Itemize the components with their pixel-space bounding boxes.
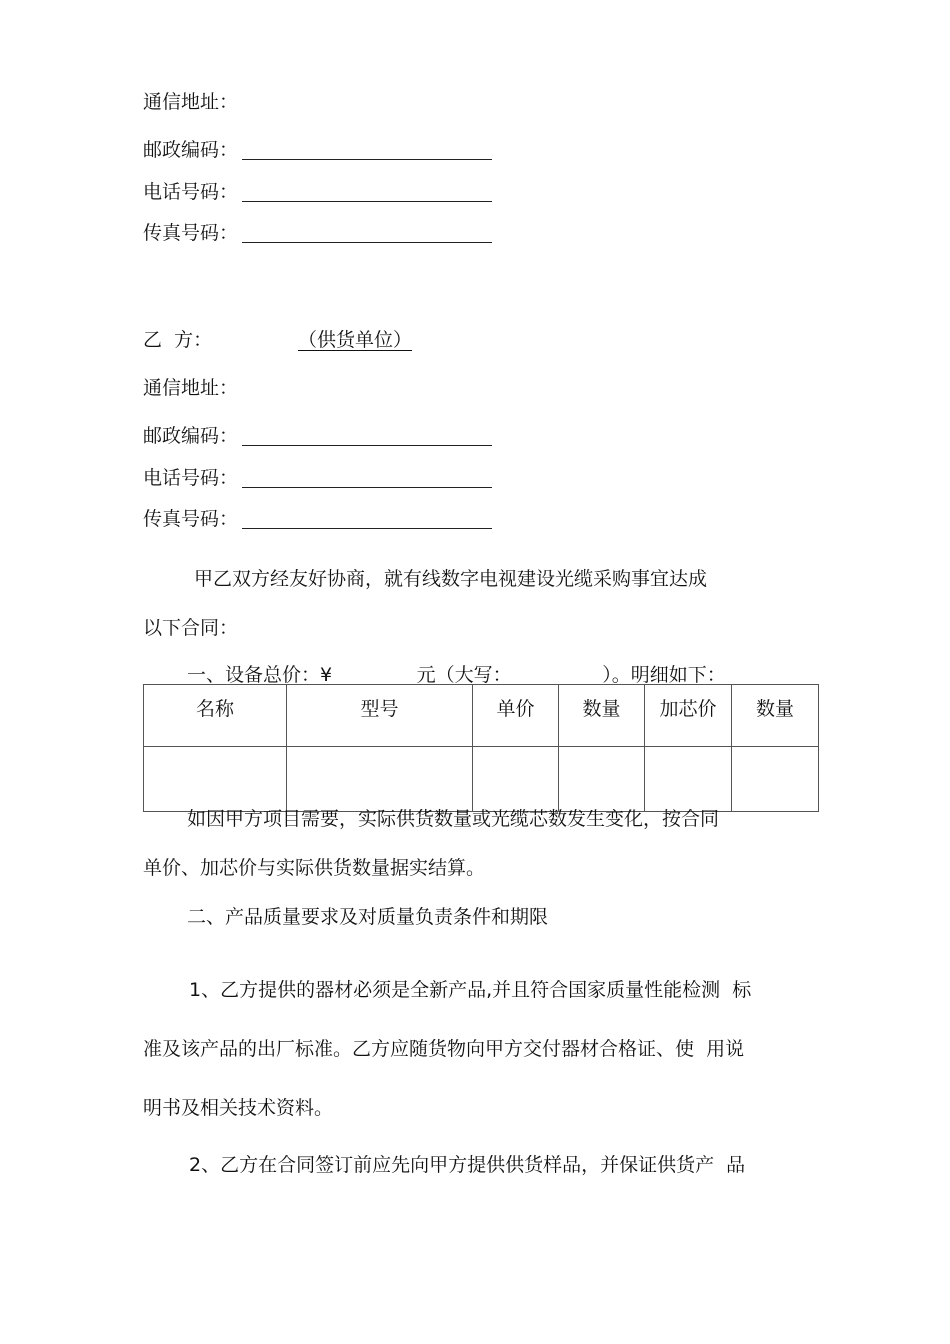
party-b-phone-blank <box>242 486 492 488</box>
party-a-postcode <box>143 138 492 162</box>
intro-line-1: 甲乙双方经友好协商，就有线数字电视建设光缆采购事宜达成 <box>194 568 708 590</box>
table-cell <box>144 747 287 812</box>
table-header-row <box>144 685 819 747</box>
section-2-item-1-line-2: 准及该产品的出厂标准。乙方应随货物向甲方交付器材合格证、使 用说 <box>143 1038 745 1060</box>
party-b-address-label: 通信地址： <box>143 377 239 399</box>
party-b-postcode-label: 邮政编码： <box>143 425 239 447</box>
table-header-quantity-2: 数量 <box>732 685 819 747</box>
party-b-fax-label: 传真号码： <box>143 508 239 530</box>
table-header-core-price: 加芯价 <box>645 685 732 747</box>
table-header-model: 型号 <box>287 685 473 747</box>
party-b-phone <box>143 466 492 490</box>
table-cell <box>287 747 473 812</box>
table-row <box>144 747 819 812</box>
table-cell <box>473 747 559 812</box>
party-a-fax-blank <box>242 241 492 243</box>
table-header-quantity: 数量 <box>559 685 645 747</box>
note-line-1: 如因甲方项目需要，实际供货数量或光缆芯数发生变化，按合同 <box>187 808 720 830</box>
party-a-phone <box>143 180 492 204</box>
party-a-fax <box>143 221 492 245</box>
table-cell <box>559 747 645 812</box>
note-line-2: 单价、加芯价与实际供货数量据实结算。 <box>143 857 486 879</box>
table-cell <box>645 747 732 812</box>
party-a-address-label: 通信地址： <box>143 91 239 113</box>
party-a-address <box>143 90 238 114</box>
party-b-fax <box>143 507 492 531</box>
party-a-fax-label: 传真号码： <box>143 222 239 244</box>
section-2-heading: 二、产品质量要求及对质量负责条件和期限 <box>187 906 549 928</box>
section-2-item-1-line-1: 1、乙方提供的器材必须是全新产品,并且符合国家质量性能检测 标 <box>189 979 752 1001</box>
party-b-postcode-blank <box>242 444 492 446</box>
party-b-fax-blank <box>242 527 492 529</box>
table-cell <box>732 747 819 812</box>
party-a-postcode-label: 邮政编码： <box>143 139 239 161</box>
party-b-phone-label: 电话号码： <box>143 467 239 489</box>
party-b-label: 乙 方： <box>143 329 213 351</box>
party-b-title <box>143 328 413 352</box>
party-b-address <box>143 376 238 400</box>
section-1-heading: 一、设备总价：¥ 元（大写： ）。明细如下： <box>187 664 726 686</box>
intro-line-2: 以下合同： <box>143 617 239 639</box>
section-2-item-1-line-3: 明书及相关技术资料。 <box>143 1097 334 1119</box>
table-header-unit-price: 单价 <box>473 685 559 747</box>
party-a-phone-blank <box>242 200 492 202</box>
party-b-postcode <box>143 424 492 448</box>
section-2-item-2-line-1: 2、乙方在合同签订前应先向甲方提供供货样品，并保证供货产 品 <box>189 1154 746 1176</box>
party-a-postcode-blank <box>242 158 492 160</box>
items-table <box>143 684 819 812</box>
table-header-name: 名称 <box>144 685 287 747</box>
party-b-name-placeholder: （供货单位） <box>298 329 413 351</box>
party-a-phone-label: 电话号码： <box>143 181 239 203</box>
